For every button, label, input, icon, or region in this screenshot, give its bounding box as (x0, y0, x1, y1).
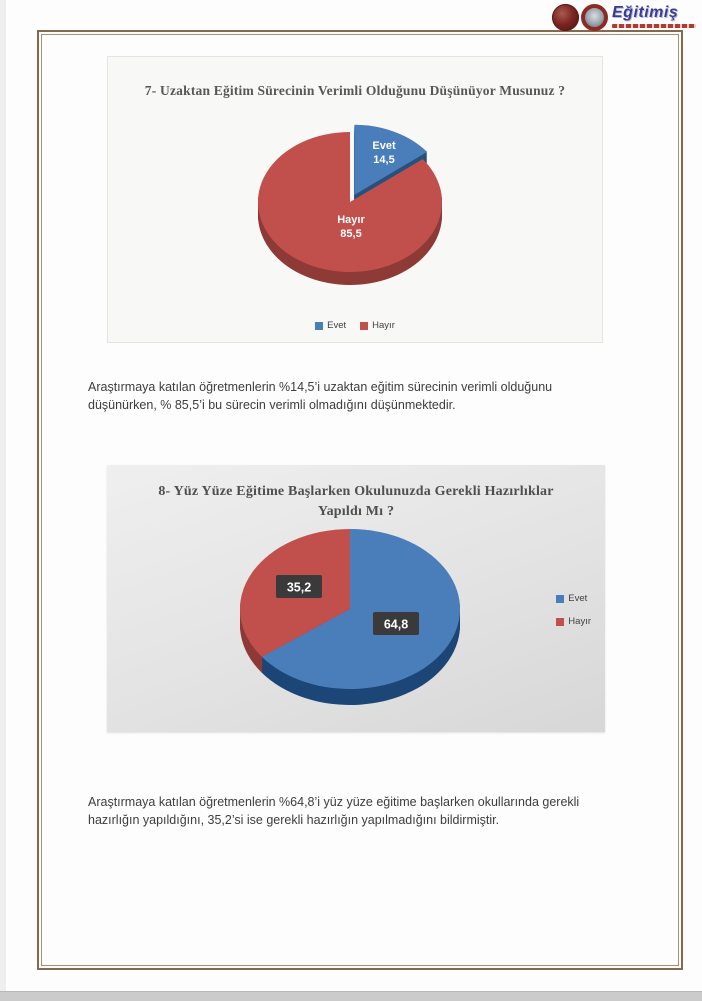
legend-item (556, 593, 591, 604)
paragraph-1: Araştırmaya katılan öğretmenlerin %14,5’i uzaktan eğitim sürecinin verimli olduğunu düşünürken, % 85,5’i bu sürecin verimli olmadığını düşünmektedir. (88, 379, 553, 412)
pie-slice-label: 64,8 (383, 617, 409, 632)
legend-label: Hayır (372, 320, 395, 331)
pie-chart-1 (108, 57, 602, 342)
logo-text-block (612, 4, 696, 28)
chart-1-legend (108, 320, 602, 331)
chart-2-title: 8- Yüz Yüze Eğitime Başlarken Okulunuzda Gerekli Hazırlıklar Yapıldı Mı ? (158, 484, 554, 519)
pie-slice-label: 35,2 (286, 580, 312, 595)
legend-swatch-icon (556, 618, 564, 626)
legend-item (360, 320, 395, 331)
union-emblem-icon (552, 4, 579, 31)
legend-swatch-icon (315, 322, 323, 330)
legend-label: Hayır (568, 616, 591, 627)
legend-item (556, 616, 591, 627)
app-logo (552, 4, 696, 31)
union-seal-icon (581, 4, 608, 31)
legend-swatch-icon (556, 595, 564, 603)
legend-swatch-icon (360, 322, 368, 330)
pie-slice-label: 14,5 (373, 154, 395, 166)
pie-slice-label: Evet (372, 140, 396, 152)
paragraph-2: Araştırmaya katılan öğretmenlerin %64,8’i yüz yüze eğitime başlarken okullarında gerekli hazırlığın yapıldığını, 35,2’si ise gerekli hazırlığın yapılmadığını bildirmiştir. (88, 794, 580, 827)
legend-label: Evet (568, 593, 588, 604)
logo-title: Eğitimiş (612, 4, 679, 21)
chart-panel-1 (107, 56, 603, 343)
logo-tagline (612, 24, 696, 28)
pie-slice-label: Hayır (337, 214, 365, 226)
chart-2-legend (556, 593, 591, 627)
legend-label: Evet (327, 320, 347, 331)
chart-panel-2 (107, 465, 605, 732)
legend-item (315, 320, 346, 331)
scan-edge-left (0, 0, 6, 1000)
chart-1-title: 7- Uzaktan Eğitim Sürecinin Verimli Olduğunu Düşünüyor Musunuz ? (144, 83, 566, 98)
pie-chart-2 (107, 465, 605, 732)
pie-slice-label: 85,5 (340, 228, 362, 240)
